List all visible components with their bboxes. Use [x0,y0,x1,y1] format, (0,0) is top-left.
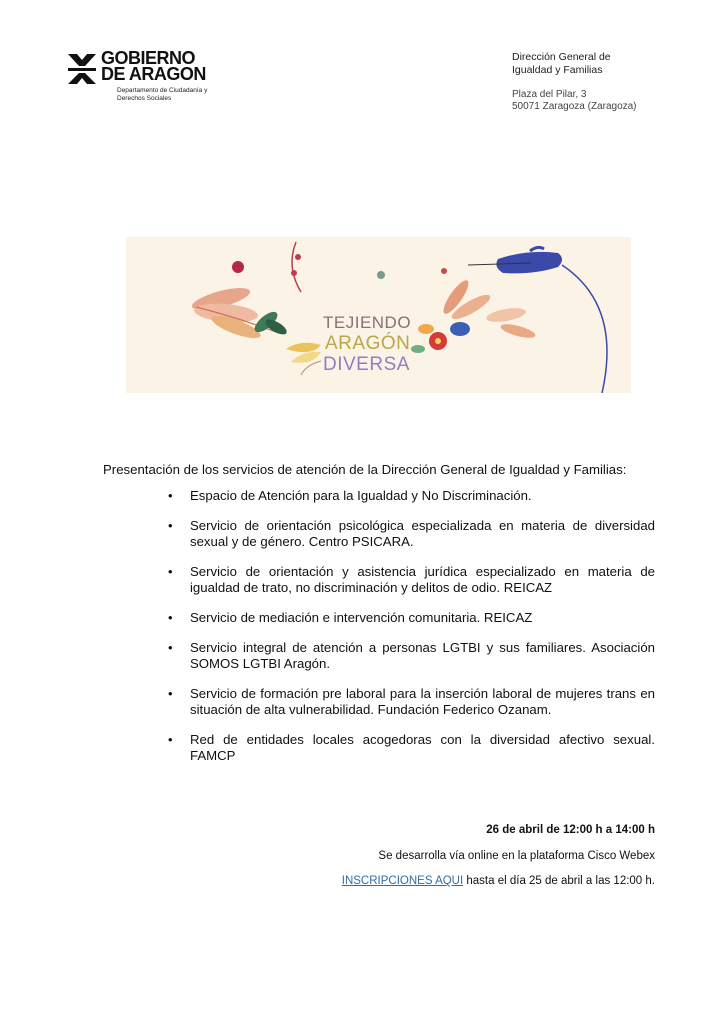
red-dot-icon [232,261,244,273]
list-item: • Servicio de mediación e intervención comunitaria. REICAZ [160,610,655,626]
vine-icon [292,242,301,292]
list-item: • Red de entidades locales acogedoras con la diversidad afectivo sexual. FAMCP [160,732,655,764]
registration-deadline: hasta el día 25 de abril a las 12:00 h. [463,875,655,887]
org-name-line2: Igualdad y Familias [512,64,603,76]
event-registration [342,875,655,887]
logo-dept-line2: Derechos Sociales [117,95,172,102]
gobierno-aragon-logo [68,50,228,120]
header-address [512,51,712,113]
event-platform: Se desarrolla vía online en la plataforma Cisco Webex [378,850,655,862]
intro-paragraph: Presentación de los servicios de atención de la Dirección General de Igualdad y Familias: [103,462,627,477]
banner-title-line3: DIVERSA [323,354,410,375]
list-item: • Servicio de orientación psicológica especializada en materia de diversidad sexual y de género. Centro PSICARA. [160,518,655,550]
registration-link[interactable]: INSCRIPCIONES AQUI [341,875,464,887]
logo-department [117,87,227,103]
aragon-emblem-icon [68,52,96,84]
list-item: • Servicio de formación pre laboral para la inserción laboral de mujeres trans en situación de alta vulnerabilidad. Fundación Federico Ozanam. [160,686,655,718]
banner-title-line2: ARAGÓN [325,333,411,354]
logo-title-line2: DE ARAGON [101,64,206,84]
banner-title [323,312,411,375]
logo-title-line1: GOBIERNO [101,48,196,68]
list-item: • Servicio de orientación y asistencia jurídica especializado en materia de igualdad de trato, no discriminación y delitos de odio. REICAZ [160,564,655,596]
left-leaf-cluster-icon [190,284,321,375]
banner-title-line1: TEJIENDO [323,313,412,332]
list-item: • Servicio integral de atención a personas LGTBI y sus familiares. Asociación SOMOS LGTBI Aragón. [160,640,655,672]
event-banner [126,237,631,393]
street-line: Plaza del Pilar, 3 [512,89,587,100]
org-name [512,51,712,77]
street-address [512,89,712,113]
right-leaf-cluster-icon [411,277,537,353]
logo-title [101,50,206,82]
city-line: 50071 Zaragoza (Zaragoza) [512,101,637,112]
list-item: • Espacio de Atención para la Igualdad y No Discriminación. [160,488,655,504]
event-date: 26 de abril de 12:00 h a 14:00 h [486,824,655,836]
services-list [160,488,655,778]
org-name-line1: Dirección General de [512,51,611,63]
logo-dept-line1: Departamento de Ciudadanía y [117,87,208,94]
